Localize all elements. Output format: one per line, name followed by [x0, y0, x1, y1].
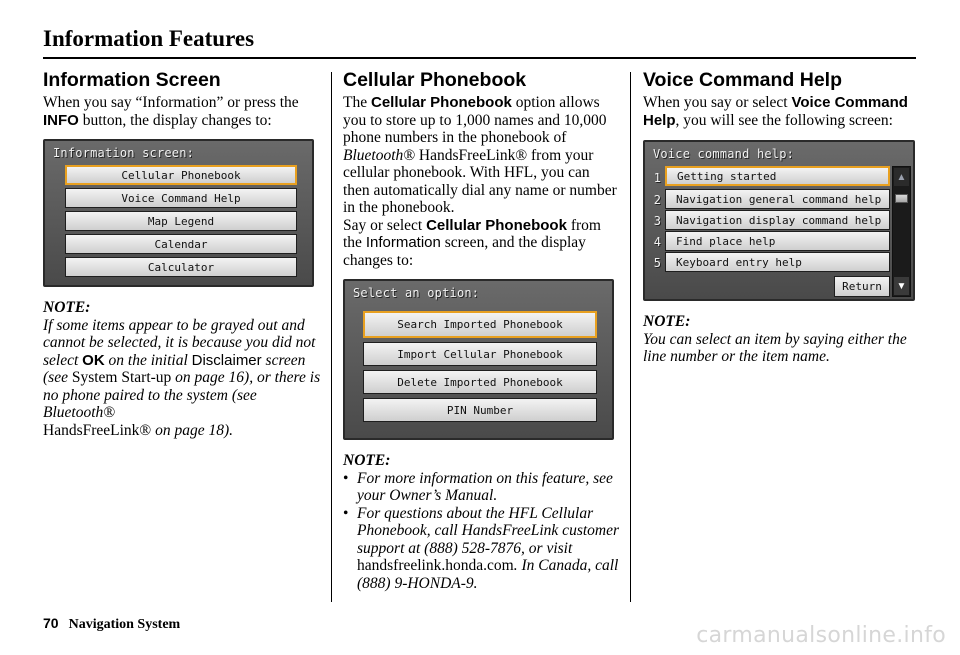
info-key-label: INFO — [43, 111, 79, 129]
cellular-phonebook-heading: Cellular Phonebook — [343, 69, 527, 91]
footer-title: Navigation System — [68, 617, 181, 632]
select-option-screen-image — [343, 279, 614, 440]
information-screen-image — [43, 139, 314, 287]
page-number: 70 — [43, 615, 59, 631]
option-search-imported-phonebook[interactable]: Search Imported Phonebook — [363, 311, 597, 338]
handsfreelink-url[interactable]: handsfreelink.honda.com — [357, 557, 514, 574]
help-item-find-place[interactable]: Find place help — [665, 231, 890, 251]
menu-item-calendar[interactable]: Calendar — [65, 234, 297, 254]
information-screen-intro: When you say “Information” or press the INFO button, the display changes to: — [43, 94, 299, 129]
help-item-navigation-display[interactable]: Navigation display command help — [665, 210, 890, 230]
cellular-phonebook-section — [343, 68, 620, 592]
phonebook-notes — [343, 470, 620, 593]
scroll-thumb[interactable] — [895, 194, 908, 203]
line-number: 2 — [653, 193, 661, 207]
information-note: If some items appear to be grayed out and cannot be selected, it is because you did not select OK on the initial Disclaimer screen (see System Start-up on page 16), or there is no phone paired to the system (see Bluetooth® HandsFreeLink® on page 18). — [43, 316, 321, 439]
line-number: 5 — [653, 256, 661, 270]
help-item-keyboard-entry[interactable]: Keyboard entry help — [665, 252, 890, 272]
option-import-cellular-phonebook[interactable]: Import Cellular Phonebook — [363, 342, 597, 366]
screen-title: Information screen: — [53, 146, 195, 160]
column-divider-1 — [331, 72, 332, 602]
voice-help-note: You can select an item by saying either the line number or the item name. — [643, 330, 907, 365]
menu-item-voice-command-help[interactable]: Voice Command Help — [65, 188, 297, 208]
option-delete-imported-phonebook[interactable]: Delete Imported Phonebook — [363, 370, 597, 394]
screen-title: Voice command help: — [653, 147, 795, 161]
menu-item-calculator[interactable]: Calculator — [65, 257, 297, 277]
help-item-navigation-general[interactable]: Navigation general command help — [665, 189, 890, 209]
return-button[interactable]: Return — [834, 276, 890, 297]
screen-title: Select an option: — [353, 286, 480, 300]
voice-command-help-heading: Voice Command Help — [643, 69, 843, 91]
scroll-down-icon[interactable]: ▼ — [894, 277, 909, 295]
note-item: • For more information on this feature, see your Owner’s Manual. — [343, 469, 613, 504]
column-divider-2 — [630, 72, 631, 602]
line-number: 3 — [653, 214, 661, 228]
page-header-title: Information Features — [43, 26, 255, 51]
note-title: NOTE: — [43, 299, 91, 316]
help-item-getting-started[interactable]: Getting started — [665, 166, 890, 186]
line-number: 4 — [653, 235, 661, 249]
note-item: • For questions about the HFL Cellular Phonebook, call HandsFreeLink customer support at (888) 528-7876, or visit handsfreelink.honda.com. In Canada, call (888) 9-HONDA-9. — [343, 504, 620, 592]
menu-item-cellular-phonebook[interactable]: Cellular Phonebook — [65, 165, 297, 185]
voice-command-help-intro: When you say or select Voice Command Help, you will see the following screen: — [643, 94, 908, 129]
scrollbar[interactable] — [892, 166, 911, 297]
information-screen-heading: Information Screen — [43, 69, 221, 91]
line-number: 1 — [653, 171, 661, 185]
note-title: NOTE: — [343, 452, 391, 469]
voice-command-help-screen-image — [643, 140, 915, 301]
option-pin-number[interactable]: PIN Number — [363, 398, 597, 422]
watermark: carmanualsonline.info — [696, 623, 946, 648]
cellular-phonebook-intro: The Cellular Phonebook option allows you to store up to 1,000 names and 10,000 phone numbers in the phonebook of Bluetooth® HandsFreeLink® from your cellular phonebook. With HFL, you can then automatically dial any name or number in the phonebook. Say or select Cellular Phonebook from the Information screen, and the display changes to: — [343, 94, 617, 269]
menu-item-map-legend[interactable]: Map Legend — [65, 211, 297, 231]
voice-command-help-section — [643, 68, 918, 366]
note-title: NOTE: — [643, 313, 691, 330]
information-screen-section — [43, 68, 323, 439]
page-footer — [43, 615, 180, 633]
scroll-up-icon[interactable]: ▲ — [894, 168, 909, 186]
header-rule — [43, 57, 916, 59]
